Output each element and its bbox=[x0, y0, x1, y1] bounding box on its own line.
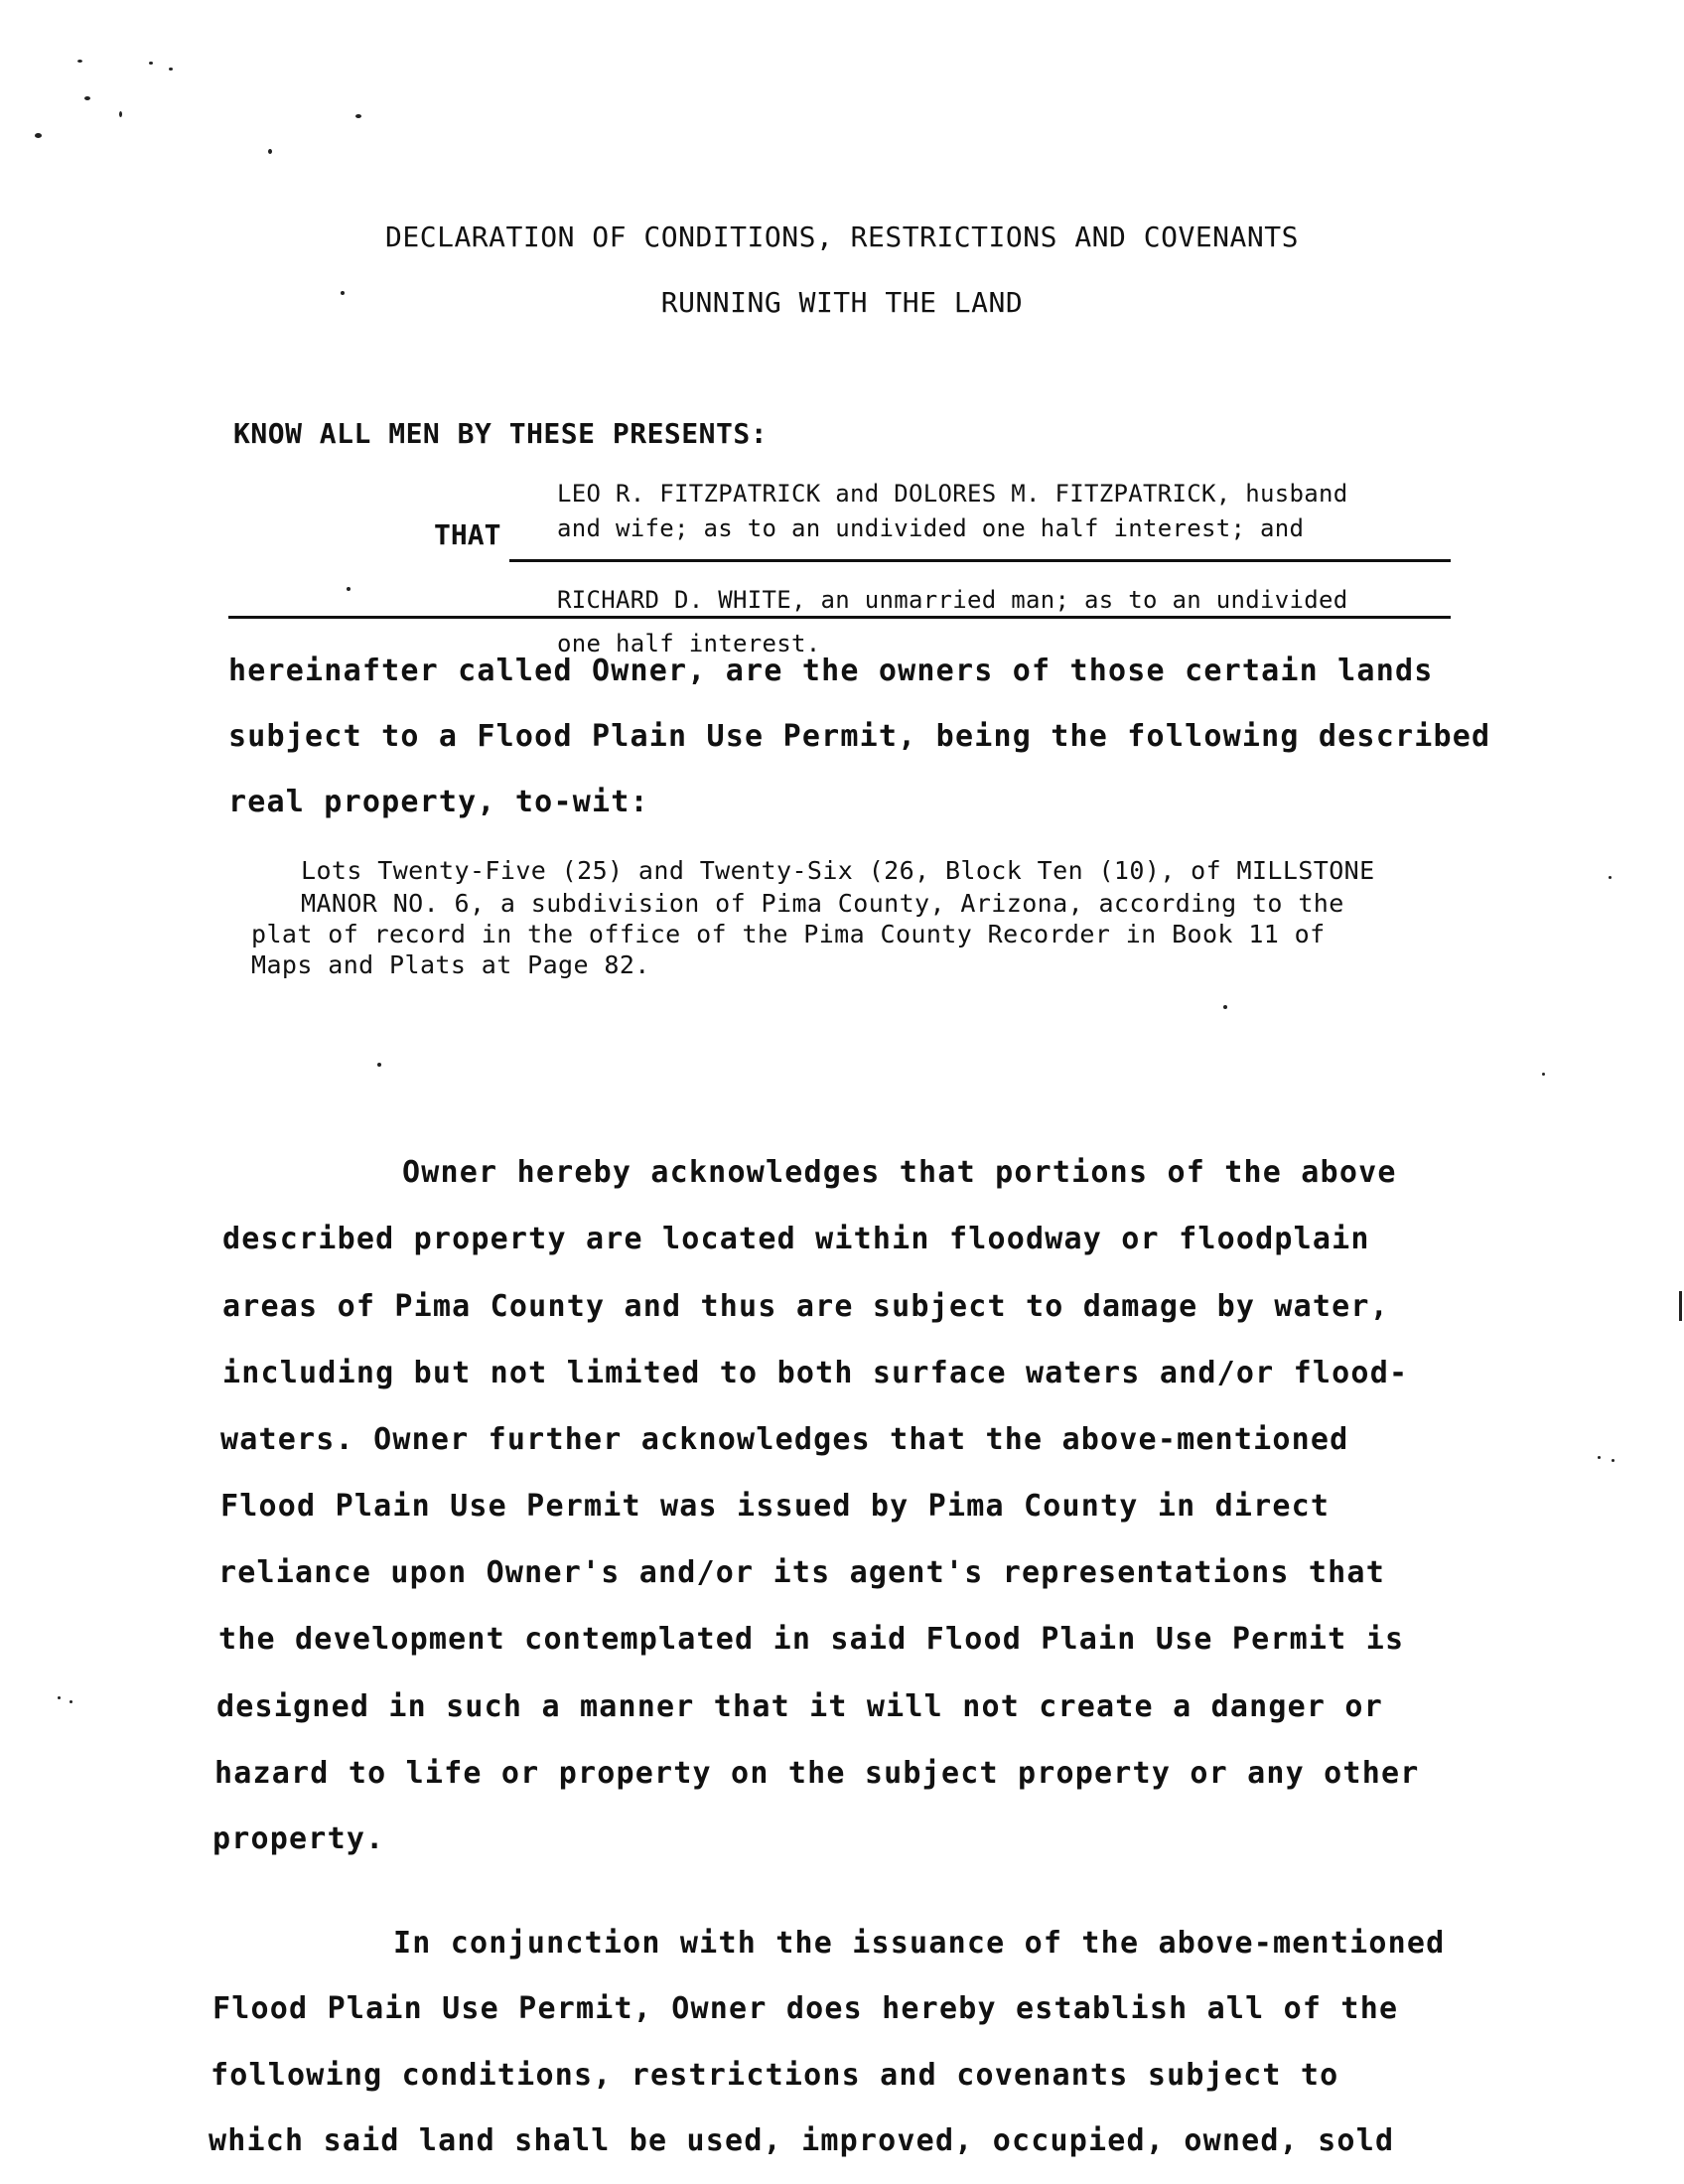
document-subtitle: RUNNING WITH THE LAND bbox=[660, 286, 1024, 319]
owner-fill-line-1: LEO R. FITZPATRICK and DOLORES M. FITZPATRICK, husband bbox=[557, 480, 1348, 508]
owner-fill-line-4: one half interest. bbox=[557, 630, 821, 657]
scan-speck bbox=[341, 291, 345, 295]
scan-speck bbox=[1598, 1456, 1601, 1459]
legal-description-line: Maps and Plats at Page 82. bbox=[251, 950, 650, 979]
owner-fill-line-3: RICHARD D. WHITE, an unmarried man; as to an undivided bbox=[557, 586, 1348, 614]
scan-speck bbox=[70, 1700, 72, 1703]
paragraph-line: which said land shall be used, improved, occupied, owned, sold bbox=[209, 2123, 1395, 2158]
legal-description-line: plat of record in the office of the Pima County Recorder in Book 11 of bbox=[251, 920, 1326, 948]
scan-speck bbox=[377, 1063, 381, 1067]
paragraph-line: described property are located within floodway or floodplain bbox=[222, 1222, 1370, 1256]
paragraph-line: the development contemplated in said Flood Plain Use Permit is bbox=[218, 1622, 1405, 1657]
intro-line: subject to a Flood Plain Use Permit, being the following described bbox=[228, 719, 1491, 754]
paragraph-line: reliance upon Owner's and/or its agent's representations that bbox=[218, 1555, 1385, 1590]
paragraph-line: areas of Pima County and thus are subject to damage by water, bbox=[222, 1289, 1389, 1324]
legal-description-line: MANOR NO. 6, a subdivision of Pima County, Arizona, according to the bbox=[301, 889, 1344, 918]
scan-speck bbox=[58, 1696, 61, 1699]
scan-speck bbox=[169, 68, 173, 71]
scan-speck bbox=[1679, 1291, 1682, 1321]
scan-speck bbox=[84, 96, 90, 100]
fill-rule bbox=[509, 559, 1451, 562]
scan-speck bbox=[119, 111, 122, 117]
scan-speck bbox=[149, 62, 153, 65]
scan-speck bbox=[35, 133, 42, 138]
scan-speck bbox=[268, 149, 272, 154]
intro-line: real property, to-wit: bbox=[228, 785, 649, 819]
paragraph-line: Flood Plain Use Permit was issued by Pima County in direct bbox=[220, 1489, 1331, 1524]
paragraph-line: waters. Owner further acknowledges that the above-mentioned bbox=[220, 1422, 1349, 1457]
paragraph-line: Flood Plain Use Permit, Owner does hereby establish all of the bbox=[212, 1991, 1399, 2026]
paragraph-line: designed in such a manner that it will not create a danger or bbox=[216, 1689, 1383, 1724]
legal-description-line: Lots Twenty-Five (25) and Twenty-Six (26, Block Ten (10), of MILLSTONE bbox=[301, 856, 1375, 885]
paragraph-line: following conditions, restrictions and covenants subject to bbox=[210, 2058, 1339, 2093]
paragraph-line: including but not limited to both surface waters and/or flood- bbox=[222, 1356, 1409, 1390]
paragraph-line: hazard to life or property on the subject property or any other bbox=[214, 1756, 1420, 1791]
scan-speck bbox=[77, 60, 82, 63]
fill-rule bbox=[228, 616, 1451, 619]
intro-line: hereinafter called Owner, are the owners of those certain lands bbox=[228, 654, 1434, 688]
scan-speck bbox=[1542, 1073, 1545, 1076]
scan-speck bbox=[1609, 876, 1612, 879]
paragraph-line: In conjunction with the issuance of the above-mentioned bbox=[393, 1926, 1446, 1961]
scan-speck bbox=[1223, 1005, 1227, 1009]
preamble: KNOW ALL MEN BY THESE PRESENTS: bbox=[233, 417, 769, 450]
paragraph-line: property. bbox=[212, 1821, 385, 1856]
scan-speck bbox=[1612, 1459, 1614, 1462]
scan-speck bbox=[355, 114, 361, 118]
that-label: THAT bbox=[434, 518, 501, 551]
scan-speck bbox=[347, 587, 351, 591]
owner-fill-line-2: and wife; as to an undivided one half interest; and bbox=[557, 514, 1305, 542]
document-title: DECLARATION OF CONDITIONS, RESTRICTIONS AND COVENANTS bbox=[385, 220, 1299, 253]
paragraph-line: Owner hereby acknowledges that portions of the above bbox=[402, 1155, 1397, 1190]
